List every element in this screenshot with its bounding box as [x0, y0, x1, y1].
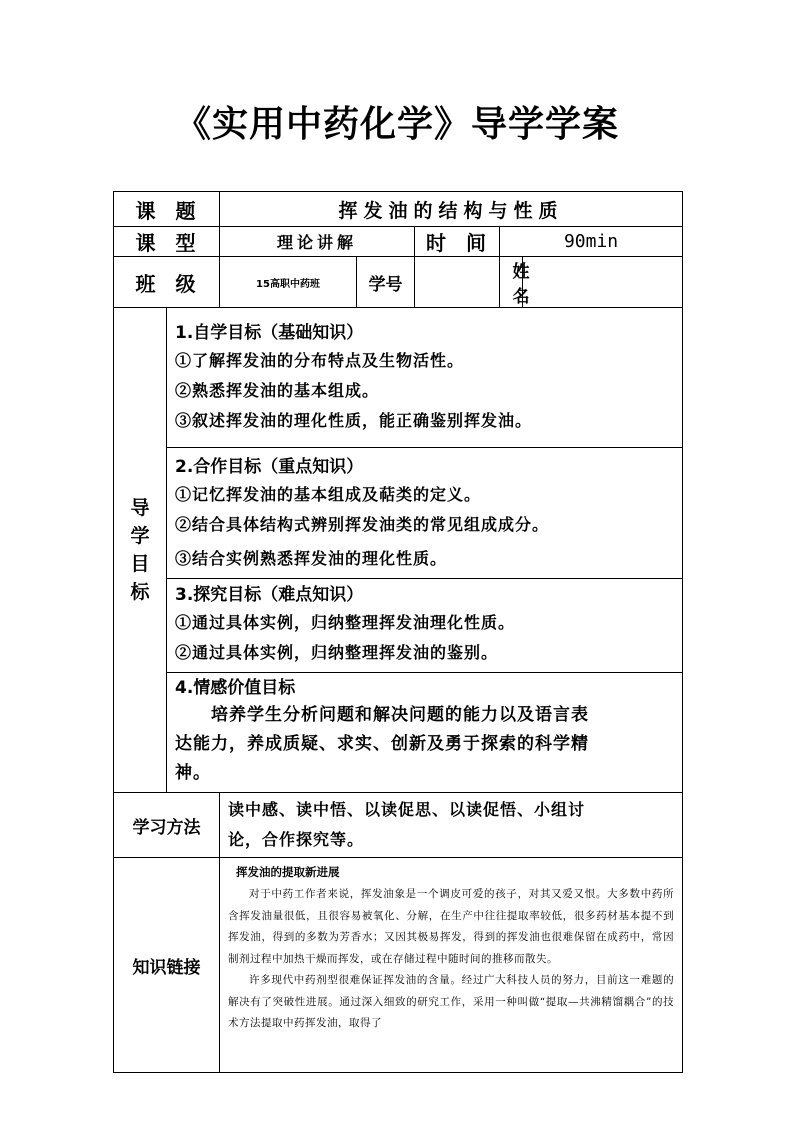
section-heading: 1.自学目标（基础知识） [175, 323, 364, 343]
guide-section-1 [114, 308, 683, 448]
page-title: 《实用中药化学》导学学案 [174, 104, 619, 145]
guide-section-4 [114, 673, 683, 793]
method-line: 读中感、读中悟、以读促思、以读促悟、小组讨 [228, 800, 586, 819]
goal-line: ③叙述挥发油的理化性质，能正确鉴别挥发油。 [175, 411, 533, 430]
name-field[interactable] [523, 257, 683, 308]
goal-line: ②通过具体实例，归纳整理挥发油的鉴别。 [175, 643, 499, 662]
goal-line: 培养学生分析问题和解决问题的能力以及语言表 [175, 705, 589, 725]
guide-objectives-label [114, 308, 167, 793]
knowledge-text [220, 858, 683, 1073]
topic-label: 课 题 [114, 192, 220, 227]
method-label: 学习方法 [114, 793, 220, 858]
time-label: 时 间 [415, 227, 500, 257]
time-value: 90min [500, 227, 683, 257]
goal-line: 神。 [175, 763, 211, 783]
goal-line: ②结合具体结构式辨别挥发油类的常见组成成分。 [175, 515, 550, 534]
goal-line: ①通过具体实例，归纳整理挥发油理化性质。 [175, 613, 516, 632]
type-row [114, 227, 683, 257]
goal-line: ①了解挥发油的分布特点及生物活性。 [175, 351, 465, 370]
student-no-label: 学号 [357, 257, 415, 308]
guide-label-char: 目 [130, 553, 150, 575]
guide-section-3 [114, 579, 683, 673]
knowledge-paragraph: 对于中药工作者来说，挥发油象是一个调皮可爱的孩子，对其又爱又恨。大多数中药所含挥发油量很低，且很容易被氧化、分解，在生产中往往提取率较低，很多药材基本提不到挥发油，得到的多数为芳香水；又因其极易挥发，得到的挥发油也很难保留在成药中，常因制剂过程中加热干燥而挥发，或在存储过程中随时间的推移而散失。 [228, 888, 675, 965]
topic-value: 挥发油的结构与性质 [220, 192, 683, 227]
name-label: 姓名 [500, 257, 523, 308]
class-row [114, 257, 683, 308]
guide-label-char: 标 [130, 581, 150, 603]
guide-label-char: 导 [130, 497, 150, 519]
knowledge-title: 挥发油的提取新进展 [236, 865, 340, 879]
knowledge-paragraph: 许多现代中药剂型很难保证挥发油的含量。经过广大科技人员的努力，目前这一难题的解决有了突破性进展。通过深入细致的研究工作，采用一种叫做“提取—共沸精馏耦合”的技术方法提取中药挥发油，取得了 [228, 974, 675, 1029]
exploration-goals [167, 579, 683, 673]
section-heading: 4.情感价值目标 [175, 678, 296, 698]
method-text [220, 793, 683, 858]
cooperation-goals [167, 448, 683, 579]
method-row [114, 793, 683, 858]
knowledge-label: 知识链接 [114, 858, 220, 1073]
student-no-field[interactable] [415, 257, 500, 308]
emotional-value-goals [167, 673, 683, 793]
class-value: 15高职中药班 [220, 257, 357, 308]
class-label: 班 级 [114, 257, 220, 308]
guide-section-2 [114, 448, 683, 579]
knowledge-row [114, 858, 683, 1073]
goal-line: ①记忆挥发油的基本组成及萜类的定义。 [175, 485, 482, 504]
type-label: 课 型 [114, 227, 220, 257]
type-value: 理论讲解 [220, 227, 415, 257]
goal-line: ③结合实例熟悉挥发油的理化性质。 [175, 549, 448, 568]
knowledge-clip [228, 860, 674, 1070]
method-line: 论，合作探究等。 [228, 830, 365, 849]
self-study-goals [167, 308, 683, 448]
section-heading: 2.合作目标（重点知识） [175, 457, 364, 477]
goal-line: ②熟悉挥发油的基本组成。 [175, 381, 380, 400]
section-heading: 3.探究目标（难点知识） [175, 585, 364, 605]
topic-row [114, 192, 683, 227]
guide-label-char: 学 [130, 525, 150, 547]
study-plan-table [113, 191, 683, 1073]
goal-line: 达能力，养成质疑、求实、创新及勇于探索的科学精 [175, 734, 589, 754]
